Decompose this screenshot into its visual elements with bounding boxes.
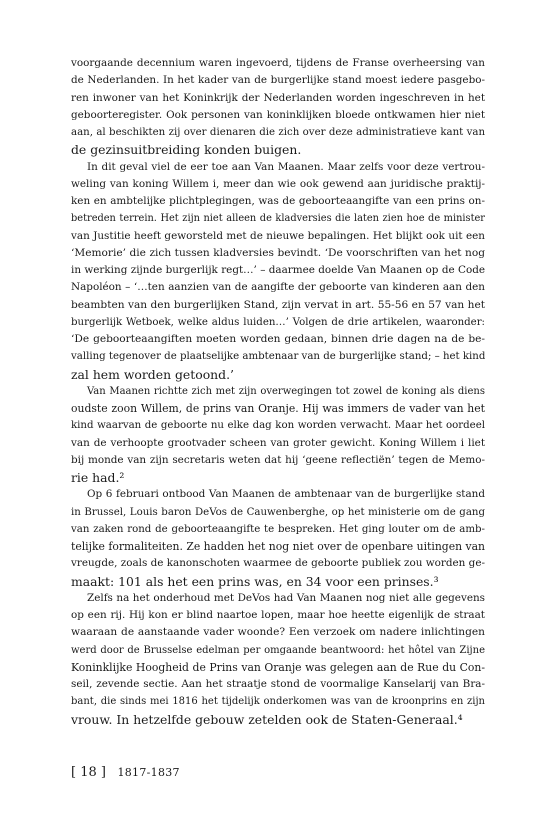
text-line: telijke formaliteiten. Ze hadden het nog niet over de openbare uitingen van	[71, 540, 485, 553]
text-line: bij monde van zijn secretaris weten dat hij ‘geene reflectiën’ tegen de Memo-	[71, 453, 485, 466]
page-number: [ 18 ]	[71, 765, 106, 780]
paragraph	[71, 590, 485, 728]
text-line: rie had.²	[71, 470, 125, 485]
text-line: ‘De geboorteaangiften moeten worden gedaan, binnen drie dagen na de be-	[71, 333, 485, 345]
text-line: in Brussel, Louis baron DeVos de Cauwenberghe, op het ministerie om de gang	[71, 506, 485, 518]
text-line: de gezinsuitbreiding konden buigen.	[71, 142, 302, 158]
paragraph	[71, 159, 485, 383]
paragraph	[71, 383, 485, 487]
text-line: ken en ambtelijke plichtplegingen, was de geboorteaangifte van een prins on-	[71, 195, 485, 207]
paragraph	[71, 486, 485, 590]
text-line: weling van koning Willem i, meer dan wie ook gewend aan juridische praktij-	[71, 177, 485, 190]
text-line: vreugde, zoals de kanonschoten waarmee de geboorte publiek zou worden ge-	[71, 557, 485, 570]
paragraph	[71, 55, 485, 159]
page-footer	[71, 765, 180, 780]
text-line: Koninklijke Hoogheid de Prins van Oranje was gelegen aan de Rue du Con-	[71, 660, 485, 674]
text-line: burgerlijk Wetboek, welke aldus luiden…’ Volgen de drie artikelen, waaronder:	[71, 316, 485, 328]
text-line: Napoléon – ‘…ten aanzien van de aangifte der geboorte van kinderen aan den	[71, 281, 485, 294]
text-line: betreden terrein. Het zijn niet alleen de kladversies die laten zien hoe de minister	[71, 213, 485, 225]
text-line: kind waarvan de geboorte nu elke dag kon worden verwacht. Maar het oordeel	[71, 420, 485, 432]
body-text	[71, 55, 485, 728]
running-footer-years: 1817-1837	[117, 766, 180, 779]
text-line: seil, zevende sectie. Aan het straatje stond de voormalige Kanselarij van Bra-	[71, 678, 485, 690]
text-line: waaraan de aanstaande vader woonde? Een verzoek om nadere inlichtingen	[71, 626, 485, 639]
text-line: oudste zoon Willem, de prins van Oranje. Hij was immers de vader van het	[71, 402, 485, 415]
text-line: van de verhoopte grootvader scheen van groter gewicht. Koning Willem i liet	[71, 436, 485, 449]
text-line: werd door de Brusselse edelman per omgaande beantwoord: het hôtel van Zijne	[71, 644, 485, 656]
text-line: in werking zijnde burgerlijk regt…’ – daarmee doelde Van Maanen op de Code	[71, 264, 485, 276]
text-line: zal hem worden getoond.’	[71, 366, 234, 382]
text-line: van Justitie heeft geworsteld met de nieuwe bepalingen. Het blijkt ook uit een	[71, 229, 485, 242]
text-line: Van Maanen richtte zich met zijn overwegingen tot zowel de koning als diens	[87, 385, 485, 397]
text-line: bant, die sinds mei 1816 het tijdelijk onderkomen was van de kroonprins en zijn	[71, 696, 485, 708]
text-line: vrouw. In hetzelfde gebouw zetelden ook de Staten-Generaal.⁴	[71, 711, 463, 727]
text-line: op een rij. Hij kon er blind naartoe lopen, maar hoe heette eigenlijk de straat	[71, 609, 485, 621]
text-line: beambten van den burgerlijken Stand, zijn vervat in art. 55-56 en 57 van het	[71, 298, 485, 311]
text-line: ren inwoner van het Koninkrijk der Nederlanden worden ingeschreven in het	[71, 91, 485, 104]
text-line: Zelfs na het onderhoud met DeVos had Van Maanen nog niet alle gegevens	[87, 591, 485, 604]
text-line: In dit geval viel de eer toe aan Van Maanen. Maar zelfs voor deze vertrou-	[87, 160, 485, 173]
text-line: Op 6 februari ontbood Van Maanen de ambtenaar van de burgerlijke stand	[87, 488, 485, 501]
text-line: valling tegenover de plaatselijke ambtenaar van de burgerlijke stand; – het kind	[71, 351, 485, 363]
text-line: de Nederlanden. In het kader van de burgerlijke stand moest iedere pasgebo-	[71, 74, 485, 87]
text-line: geboorteregister. Ook personen van koninklijken bloede ontkwamen hier niet	[71, 108, 485, 121]
text-line: ‘Memorie’ die zich tussen kladversies bevindt. ‘De voorschriften van het nog	[71, 246, 485, 259]
text-line: van zaken rond de geboorteaangifte te bespreken. Het ging louter om de amb-	[71, 523, 485, 535]
text-line: aan, al beschikten zij over dienaren die zich over deze administratieve kant van	[71, 127, 485, 138]
text-line: voorgaande decennium waren ingevoerd, tijdens de Franse overheersing van	[71, 57, 485, 69]
text-line: maakt: 101 als het een prins was, en 34 voor een prinses.³	[71, 573, 439, 589]
